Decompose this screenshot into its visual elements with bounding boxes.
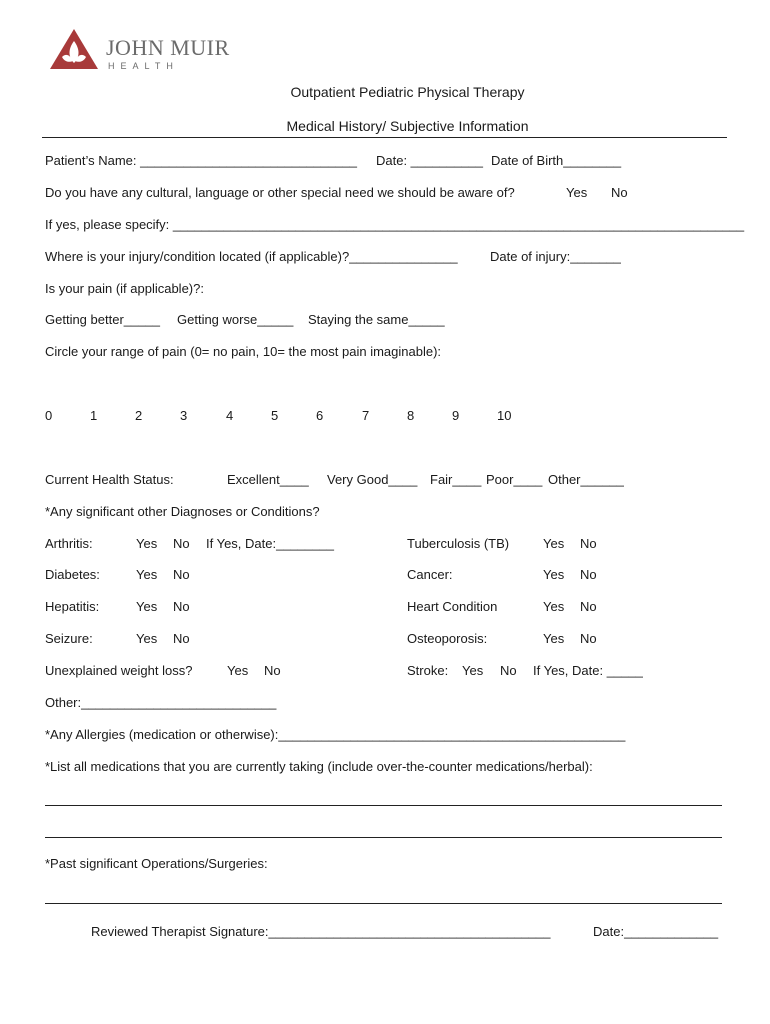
pain-range-question: Circle your range of pain (0= no pain, 10= the most pain imaginable): — [45, 344, 442, 359]
weight-loss-label: Unexplained weight loss? — [45, 663, 193, 678]
pain-getting-better[interactable]: Getting better_____ — [45, 312, 160, 327]
health-very-good[interactable]: Very Good____ — [327, 472, 418, 487]
special-need-question: Do you have any cultural, language or other special need we should be aware of? — [45, 185, 515, 200]
pain-scale-7[interactable]: 7 — [362, 408, 370, 423]
title-divider — [42, 137, 727, 138]
diabetes-label: Diabetes: — [45, 567, 100, 582]
form-title: Outpatient Pediatric Physical Therapy — [290, 84, 525, 100]
stroke-yes[interactable]: Yes — [462, 663, 484, 678]
health-excellent[interactable]: Excellent____ — [227, 472, 309, 487]
tb-yes[interactable]: Yes — [543, 536, 565, 551]
arthritis-yes[interactable]: Yes — [136, 536, 158, 551]
medications-line-1[interactable] — [45, 805, 722, 806]
logo-subtext: HEALTH — [108, 61, 179, 71]
heart-label: Heart Condition — [407, 599, 498, 614]
health-fair[interactable]: Fair____ — [430, 472, 482, 487]
osteo-yes[interactable]: Yes — [543, 631, 565, 646]
dob-field[interactable]: Date of Birth________ — [491, 153, 622, 168]
diabetes-yes[interactable]: Yes — [136, 567, 158, 582]
pain-scale-9[interactable]: 9 — [452, 408, 460, 423]
injury-date-field[interactable]: Date of injury:_______ — [490, 249, 621, 264]
weight-loss-yes[interactable]: Yes — [227, 663, 249, 678]
stroke-date-field[interactable]: If Yes, Date: _____ — [533, 663, 643, 678]
pain-scale-6[interactable]: 6 — [316, 408, 324, 423]
heart-no[interactable]: No — [580, 599, 597, 614]
cancer-label: Cancer: — [407, 567, 453, 582]
other-condition-field[interactable]: Other:___________________________ — [45, 695, 277, 710]
pain-staying-same[interactable]: Staying the same_____ — [308, 312, 445, 327]
heart-yes[interactable]: Yes — [543, 599, 565, 614]
hepatitis-no[interactable]: No — [173, 599, 190, 614]
cancer-yes[interactable]: Yes — [543, 567, 565, 582]
signature-date-field[interactable]: Date:_____________ — [593, 924, 719, 939]
pain-scale-3[interactable]: 3 — [180, 408, 188, 423]
seizure-yes[interactable]: Yes — [136, 631, 158, 646]
pain-scale-10[interactable]: 10 — [497, 408, 512, 423]
john-muir-logo-icon — [48, 27, 100, 71]
form-subtitle: Medical History/ Subjective Information — [286, 118, 529, 134]
health-poor[interactable]: Poor____ — [486, 472, 543, 487]
arthritis-no[interactable]: No — [173, 536, 190, 551]
pain-scale-0[interactable]: 0 — [45, 408, 53, 423]
tb-label: Tuberculosis (TB) — [407, 536, 510, 551]
diagnoses-heading: *Any significant other Diagnoses or Conditions? — [45, 504, 320, 519]
date-field[interactable]: Date: __________ — [376, 153, 483, 168]
stroke-label: Stroke: — [407, 663, 449, 678]
surgeries-label: *Past significant Operations/Surgeries: — [45, 856, 268, 871]
pain-getting-worse[interactable]: Getting worse_____ — [177, 312, 294, 327]
osteo-label: Osteoporosis: — [407, 631, 488, 646]
tb-no[interactable]: No — [580, 536, 597, 551]
pain-scale-5[interactable]: 5 — [271, 408, 279, 423]
special-need-yes[interactable]: Yes — [566, 185, 588, 200]
weight-loss-no[interactable]: No — [264, 663, 281, 678]
logo-wordmark: JOHN MUIR — [106, 35, 230, 60]
allergies-field[interactable]: *Any Allergies (medication or otherwise):________________________________________________ — [45, 727, 626, 742]
arthritis-date-field[interactable]: If Yes, Date:________ — [206, 536, 334, 551]
osteo-no[interactable]: No — [580, 631, 597, 646]
arthritis-label: Arthritis: — [45, 536, 93, 551]
patient-name-field[interactable]: Patient’s Name: ______________________________ — [45, 153, 358, 168]
cancer-no[interactable]: No — [580, 567, 597, 582]
health-status-label: Current Health Status: — [45, 472, 174, 487]
medications-label: *List all medications that you are currently taking (include over-the-counter medications/herbal): — [45, 759, 593, 774]
special-need-no[interactable]: No — [611, 185, 628, 200]
hepatitis-label: Hepatitis: — [45, 599, 100, 614]
seizure-no[interactable]: No — [173, 631, 190, 646]
pain-scale-4[interactable]: 4 — [226, 408, 234, 423]
seizure-label: Seizure: — [45, 631, 93, 646]
pain-scale-1[interactable]: 1 — [90, 408, 98, 423]
injury-location-field[interactable]: Where is your injury/condition located (if applicable)?_______________ — [45, 249, 458, 264]
health-other[interactable]: Other______ — [548, 472, 624, 487]
stroke-no[interactable]: No — [500, 663, 517, 678]
special-need-specify-field[interactable]: If yes, please specify: _______________________________________________________________________________ — [45, 217, 745, 232]
diabetes-no[interactable]: No — [173, 567, 190, 582]
pain-question: Is your pain (if applicable)?: — [45, 281, 204, 296]
pain-scale-8[interactable]: 8 — [407, 408, 415, 423]
therapist-signature-field[interactable]: Reviewed Therapist Signature:_______________________________________ — [91, 924, 551, 939]
pain-scale-2[interactable]: 2 — [135, 408, 143, 423]
medications-line-2[interactable] — [45, 837, 722, 838]
hepatitis-yes[interactable]: Yes — [136, 599, 158, 614]
surgeries-line[interactable] — [45, 903, 722, 904]
